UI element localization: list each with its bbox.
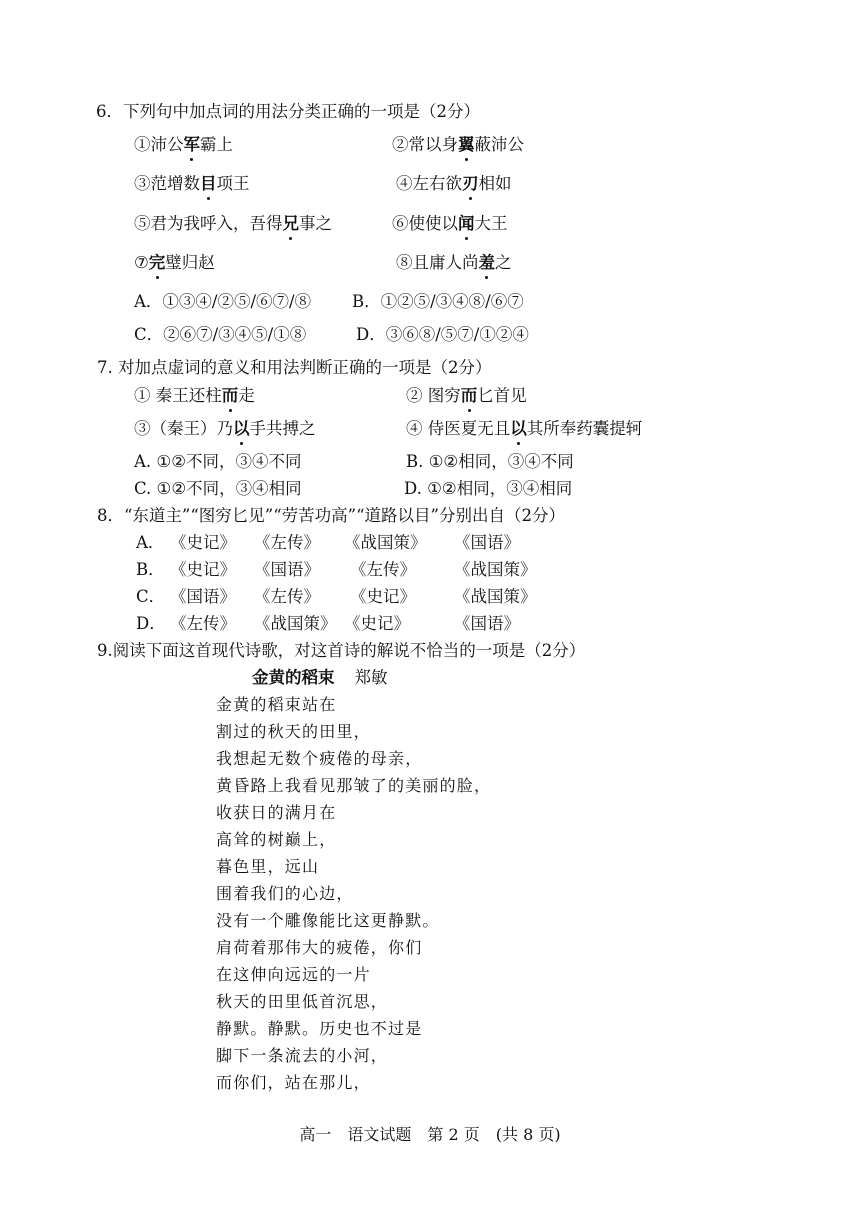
q7-option-d[interactable]: D. ①②相同，③④相同 <box>404 479 573 498</box>
poem-line: 肩荷着那伟大的疲倦，你们 <box>216 938 423 957</box>
q6-item-8: ⑧且庸人尚羞之 <box>396 253 512 272</box>
poem-line: 金黄的稻束站在 <box>216 695 337 714</box>
q8-option-d[interactable]: D． 《左传》 《战国策》 《史记》 《国语》 <box>136 614 520 633</box>
q8-option-b[interactable]: B． 《史记》 《国语》 《左传》 《战国策》 <box>136 560 537 579</box>
dotted-word: 而 <box>221 386 239 405</box>
q7-option-c[interactable]: C. ①②不同，③④相同 <box>134 479 302 498</box>
q7-option-a[interactable]: A. ①②不同，③④不同 <box>134 452 302 471</box>
q6-item-2: ②常以身翼蔽沛公 <box>392 135 524 154</box>
question-9-stem: 9.阅读下面这首现代诗歌，对这首诗的解说不恰当的一项是（2分） <box>97 641 586 660</box>
dotted-word: 而 <box>460 386 478 405</box>
dotted-word: 军 <box>183 135 200 154</box>
q8-option-c[interactable]: C． 《国语》 《左传》 《史记》 《战国策》 <box>136 587 537 606</box>
poem-heading <box>252 667 388 689</box>
question-6-stem: 6．下列句中加点词的用法分类正确的一项是（2分） <box>96 102 480 121</box>
q7-item-1: ① 秦王还柱而走 <box>134 386 255 405</box>
poem-line: 在这伸向远远的一片 <box>216 965 371 984</box>
q8-option-a[interactable]: A． 《史记》 《左传》 《战国策》 《国语》 <box>136 533 520 552</box>
dotted-word: 以 <box>233 419 250 438</box>
question-7-stem: 7. 对加点虚词的意义和用法判断正确的一项是（2分） <box>97 358 492 377</box>
poem-line: 我想起无数个疲倦的母亲， <box>216 749 423 768</box>
poem-line: 暮色里，远山 <box>216 857 320 876</box>
dotted-word: 以 <box>510 419 527 438</box>
poem-line: 高耸的树巅上， <box>216 830 337 849</box>
q7-item-4: ④ 侍医夏无且以其所奉药囊提轲 <box>406 419 643 438</box>
q7-item-2: ② 图穷而匕首见 <box>406 386 527 405</box>
q6-option-d[interactable]: D．③⑥⑧/⑤⑦/①②④ <box>356 325 529 344</box>
poem-author: 郑敏 <box>354 668 388 687</box>
question-8-stem: 8．“东道主”“图穷匕见”“劳苦功高”“道路以目”分别出自（2分） <box>97 506 565 525</box>
poem-line: 而你们，站在那儿， <box>216 1073 371 1092</box>
q6-item-7: ⑦完璧归赵 <box>134 253 215 272</box>
dotted-word: 翼 <box>458 135 475 154</box>
poem-line: 黄昏路上我看见那皱了的美丽的脸， <box>216 776 492 795</box>
poem-title: 金黄的稻束 <box>252 668 335 687</box>
q6-option-a[interactable]: A．①③④/②⑤/⑥⑦/⑧ <box>134 292 312 311</box>
dotted-word: 兄 <box>282 214 299 233</box>
page-footer: 高一 语文试题 第 2 页 (共 8 页) <box>299 1125 561 1144</box>
q6-item-4: ④左右欲刃相如 <box>396 174 512 193</box>
q6-item-5: ⑤君为我呼入，吾得兄事之 <box>134 214 332 233</box>
q6-option-b[interactable]: B．①②⑤/③④⑧/⑥⑦ <box>352 292 524 311</box>
q6-item-1: ①沛公军霸上 <box>134 135 233 154</box>
dotted-word: 闻 <box>458 214 475 233</box>
poem-line: 静默。静默。历史也不过是 <box>216 1019 423 1038</box>
dotted-word: 完 <box>148 253 166 272</box>
q6-option-c[interactable]: C．②⑥⑦/③④⑤/①⑧ <box>134 325 307 344</box>
dotted-word: 目 <box>200 174 217 193</box>
poem-line: 脚下一条流去的小河， <box>216 1046 389 1065</box>
poem-line: 收获日的满月在 <box>216 803 337 822</box>
q6-item-3: ③范增数目项王 <box>134 174 250 193</box>
dotted-word: 刃 <box>462 174 479 193</box>
poem-line: 割过的秋天的田里， <box>216 722 371 741</box>
q7-item-3: ③（秦王）乃以手共搏之 <box>134 419 316 438</box>
poem-line: 秋天的田里低首沉思， <box>216 992 389 1011</box>
poem-line: 没有一个雕像能比这更静默。 <box>216 911 440 930</box>
q7-option-b[interactable]: B. ①②相同，③④不同 <box>406 452 574 471</box>
poem-line: 围着我们的心边， <box>216 884 354 903</box>
q6-item-6: ⑥使使以闻大王 <box>392 214 508 233</box>
dotted-word: 羞 <box>478 253 495 272</box>
